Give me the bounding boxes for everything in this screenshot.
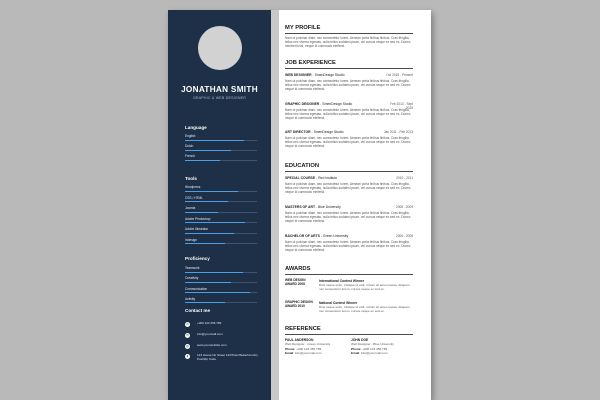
section-rule xyxy=(285,171,413,172)
location-icon: ● xyxy=(186,354,189,358)
entry-description: Nam ut pulvinar diam, nec consectetur lorem. Aenean porta finibus finibus. Cras fringilla, tellus nec viverra egestas, nulla tellus sodales ipsum, vel cursus neque ex sed ex. Donec neque id commodo eleifend. xyxy=(285,240,411,253)
skill-bar-track xyxy=(185,233,257,234)
entry-description: Nam ut pulvinar diam, nec consectetur lorem. Aenean porta finibus finibus. Cras fringilla, tellus nec viverra egestas, nulla tellus sodales ipsum, vel cursus neque ex sed ex. Donec neque id commodo eleifend. xyxy=(285,211,411,224)
entry-organization: - SmenDesign Studio xyxy=(319,101,353,106)
skill-label: Adobe Photoshop xyxy=(185,216,211,221)
skill-label: Teamwork xyxy=(185,266,200,270)
skill-item xyxy=(185,185,257,195)
skill-bar-track xyxy=(185,243,257,244)
entry-role: SPECIAL COURSE xyxy=(285,176,316,180)
entry-date: 2008 - 2009 xyxy=(395,205,413,209)
skill-bar-fill xyxy=(185,222,245,223)
skill-bar-track xyxy=(185,191,257,192)
skill-bar-track xyxy=(185,160,257,161)
entry-organization: - Green University xyxy=(319,234,349,238)
person-role: GRAPHIC & WEB DESIGNER xyxy=(192,96,247,100)
skill-bar-fill xyxy=(185,282,231,283)
skill-item xyxy=(185,206,257,216)
skill-bar-track xyxy=(185,222,257,223)
reference-role: Web Designer - Green University xyxy=(285,342,331,347)
entry-title xyxy=(285,205,341,209)
skill-bar-track xyxy=(185,212,257,213)
skill-bar-fill xyxy=(185,150,231,151)
entry-role: BACHELOR OF ARTS xyxy=(285,234,320,238)
reference-email xyxy=(285,351,351,355)
contact-item xyxy=(185,333,265,342)
award-description: Duis neque enim, tristique id velit, rutrum sit amet massa. Aliquam nec consectetur lorem, cursus neque ex sed ex. xyxy=(319,283,410,291)
reference-email-value: : info@yourmail.com xyxy=(359,350,388,355)
resume-sidebar xyxy=(168,10,271,400)
skill-label: Dutch xyxy=(185,144,194,148)
contact-text: 123 House No Street 123/Town/State/Country Post/Zip Code xyxy=(197,353,258,361)
email-icon: ✉ xyxy=(186,333,189,337)
tools-heading: Tools xyxy=(185,176,197,181)
award-title: National Contest Winner xyxy=(319,301,358,305)
reference-email-label: Email xyxy=(351,350,360,355)
skill-item xyxy=(185,196,257,206)
skill-label: Adobe Illustrator xyxy=(185,227,209,231)
skill-label: English xyxy=(185,134,196,138)
skill-bar-fill xyxy=(185,191,238,192)
proficiency-heading: Proficiency xyxy=(185,256,210,261)
resume-main-column xyxy=(285,10,425,400)
skill-item xyxy=(185,134,257,144)
reference-card xyxy=(285,338,351,355)
person-name: JONATHAN SMITH xyxy=(181,85,258,94)
skill-bar-track xyxy=(185,272,257,273)
entry-organization: - Red Institute xyxy=(315,176,338,180)
section-rule xyxy=(285,274,413,275)
entry-role: GRAPHIC DESIGNER xyxy=(285,101,320,106)
contact-item xyxy=(185,354,265,363)
skill-item xyxy=(185,154,257,164)
skill-item xyxy=(185,238,257,248)
skill-item xyxy=(185,276,257,286)
reference-email xyxy=(351,351,417,355)
skill-label: Communication xyxy=(185,286,208,291)
award-label: GRAPHIC DESIGN AWARD 2010 xyxy=(285,300,313,308)
section-title-profile: MY PROFILE xyxy=(285,25,321,31)
section-rule xyxy=(285,334,413,335)
entry-organization: - SmenDesign Studio xyxy=(310,130,344,134)
award-title: International Contest Winner xyxy=(319,279,365,283)
reference-card xyxy=(351,338,417,355)
entry-title xyxy=(285,73,345,77)
entry-title xyxy=(285,234,348,238)
entry-title xyxy=(285,176,337,180)
reference-role: Web Designer - Blue University xyxy=(351,342,394,347)
reference-phone-label: Phone xyxy=(285,346,295,351)
skill-bar-fill xyxy=(185,212,218,213)
reference-email-label: Email xyxy=(285,350,294,355)
skill-bar-track xyxy=(185,150,257,151)
skill-label: Joomla xyxy=(185,206,196,210)
contact-text: info@yourmail.com xyxy=(197,332,223,336)
section-title-education: EDUCATION xyxy=(285,163,320,169)
entry-description: Nam ut pulvinar diam, nec consectetur lorem. Aenean porta finibus finibus. Cras fringilla, tellus nec viverra egestas, nulla tellus sodales ipsum, vel cursus neque ex sed ex. Donec neque id commodo eleifend. xyxy=(285,136,411,149)
skill-bar-track xyxy=(185,292,257,293)
award-description: Duis neque enim, tristique id velit, rutrum sit amet massa. Aliquam nec consectetur lorem, cursus neque ex sed ex. xyxy=(319,305,410,313)
contact-heading: Contact me xyxy=(185,308,211,313)
entry-title xyxy=(285,102,352,106)
profile-photo-placeholder xyxy=(198,26,242,70)
skill-label: Wordpress xyxy=(185,185,201,189)
section-title-reference: REFERENCE xyxy=(285,326,321,332)
entry-organization: - Blue University xyxy=(315,205,341,209)
reference-name: JOHN DOE xyxy=(351,338,369,342)
globe-icon: ◍ xyxy=(186,344,189,348)
skill-bar-fill xyxy=(185,140,244,141)
entry-date: 2010 - 2011 xyxy=(396,176,413,180)
section-rule xyxy=(285,33,413,34)
entry-role: ART DIRECTOR xyxy=(285,130,311,134)
contact-text: www.yourwebsite.com xyxy=(197,343,227,347)
entry-date: Jan 2011 - Feb 2013 xyxy=(383,130,413,134)
entry-description: Nam ut pulvinar diam, nec consectetur lorem. Aenean porta finibus finibus. Cras fringilla, tellus nec viverra egestas, nulla tellus sodales ipsum, vel cursus neque ex sed ex. Donec neque id commodo eleifend. xyxy=(285,182,411,195)
reference-email-value: : info@yourmail.com xyxy=(293,350,322,355)
reference-phone-value: : +000 123 456 789 xyxy=(360,346,388,351)
entry-title xyxy=(285,130,344,134)
contact-item xyxy=(185,344,265,353)
skill-bar-track xyxy=(185,201,257,202)
skill-bar-fill xyxy=(185,272,243,273)
entry-date: Feb 2013 - Sept 2015 xyxy=(390,101,413,110)
section-title-job-experience: JOB EXPERIENCE xyxy=(285,60,336,66)
language-heading: Language xyxy=(185,125,207,130)
contact-item xyxy=(185,322,265,331)
skill-label: French xyxy=(185,154,195,158)
skill-item xyxy=(185,217,257,227)
skill-bar-fill xyxy=(185,292,250,293)
skill-item xyxy=(185,287,257,297)
skill-bar-track xyxy=(185,282,257,283)
skill-label: Indesign xyxy=(185,237,198,242)
skill-label: CSS / HTML xyxy=(185,195,203,200)
skill-item xyxy=(185,266,257,276)
skill-item xyxy=(185,227,257,237)
resume-page xyxy=(168,10,431,400)
skill-bar-track xyxy=(185,302,257,303)
skill-bar-fill xyxy=(185,201,228,202)
reference-phone-value: : +000 123 456 789 xyxy=(294,346,322,351)
skill-item xyxy=(185,297,257,307)
sidebar-divider-stripe xyxy=(271,10,279,400)
entry-description: Nam ut pulvinar diam, nec consectetur lorem. Aenean porta finibus finibus. Cras fringilla, tellus nec viverra egestas, nulla tellus sodales ipsum, vel cursus neque ex sed ex. Donec neque id commodo eleifend. xyxy=(285,79,411,92)
entry-description: Nam ut pulvinar diam, nec consectetur lorem. Aenean porta finibus finibus. Cras fringilla, tellus nec viverra egestas, nulla tellus sodales ipsum, vel cursus neque ex sed ex. Donec neque id commodo eleifend. xyxy=(285,107,411,120)
entry-role: WEB DESIGNER xyxy=(285,73,312,77)
reference-name: PAUL ANDERSON xyxy=(285,338,314,342)
reference-phone-label: Phone xyxy=(351,346,361,351)
skill-label: Creativity xyxy=(185,276,199,281)
award-label: WEB DESIGN AWARD 2008 xyxy=(285,278,306,286)
skill-bar-fill xyxy=(185,243,225,244)
skill-bar-track xyxy=(185,140,257,141)
section-rule xyxy=(285,68,413,69)
profile-text: Nam ut pulvinar diam, nec consectetur lorem. Aenean porta finibus finibus. Cras fringilla, tellus nec viverra egestas, nulla tellus sodales ipsum, vel cursus neque ex sed ex. Donec hendrerit nisi, neque id commodo eleifend. xyxy=(285,36,411,49)
contact-text: +000 123 456 789 xyxy=(197,321,222,325)
entry-organization: - SmenDesign Studio xyxy=(311,73,345,77)
entry-date: Oct 2015 - Present xyxy=(386,73,413,77)
skill-label: Activity xyxy=(185,296,196,301)
entry-date: 2006 - 2008 xyxy=(395,234,413,238)
skill-bar-fill xyxy=(185,233,234,234)
skill-bar-fill xyxy=(185,302,225,303)
section-title-awards: AWARDS xyxy=(285,266,311,272)
skill-item xyxy=(185,144,257,154)
entry-role: MASTERS OF ART xyxy=(285,205,316,209)
skill-bar-fill xyxy=(185,160,220,161)
phone-icon: ✆ xyxy=(186,322,189,326)
